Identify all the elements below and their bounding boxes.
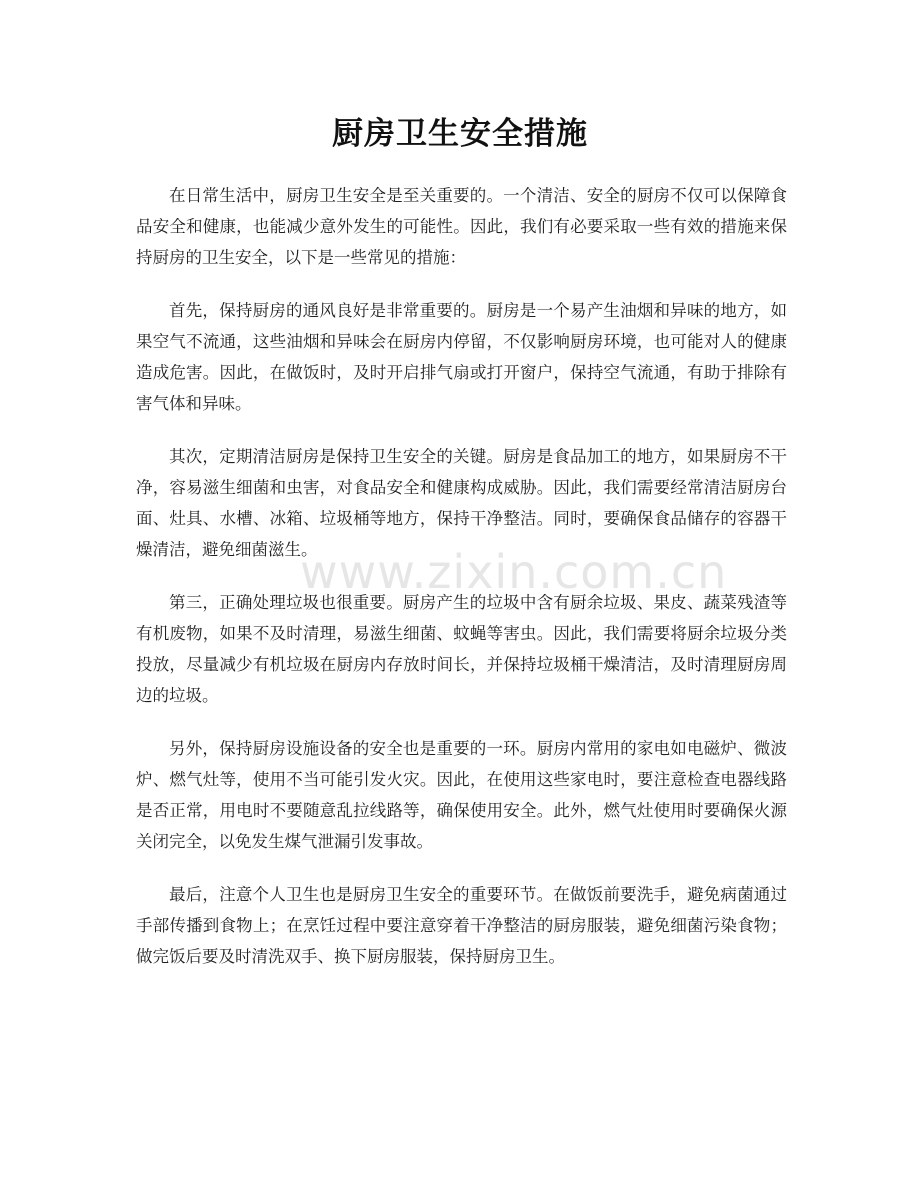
- paragraph-cleaning: 其次，定期清洁厨房是保持卫生安全的关键。厨房是食品加工的地方，如果厨房不干净，容易滋生细菌和虫害，对食品安全和健康构成威胁。因此，我们需要经常清洁厨房台面、灶具、水槽、冰箱、垃圾桶等地方，保持干净整洁。同时，要确保食品储存的容器干燥清洁，避免细菌滋生。: [136, 447, 787, 559]
- watermark-text: www.zixin.com.cn: [300, 545, 728, 599]
- page-title: 厨房卫生安全措施: [332, 116, 588, 152]
- paragraph-garbage: 第三，正确处理垃圾也很重要。厨房产生的垃圾中含有厨余垃圾、果皮、蔬菜残渣等有机废物，如果不及时清理，易滋生细菌、蚊蝇等害虫。因此，我们需要将厨余垃圾分类投放，尽量减少有机垃圾在厨房内存放时间长，并保持垃圾桶干燥清洁，及时清理厨房周边的垃圾。: [136, 593, 787, 705]
- paragraph-intro: 在日常生活中，厨房卫生安全是至关重要的。一个清洁、安全的厨房不仅可以保障食品安全和健康，也能减少意外发生的可能性。因此，我们有必要采取一些有效的措施来保持厨房的卫生安全，以下是一些常见的措施：: [136, 186, 787, 267]
- paragraph-appliances: 另外，保持厨房设施设备的安全也是重要的一环。厨房内常用的家电如电磁炉、微波炉、燃气灶等，使用不当可能引发火灾。因此，在使用这些家电时，要注意检查电器线路是否正常，用电时不要随意乱拉线路等，确保使用安全。此外，燃气灶使用时要确保火源关闭完全，以免发生煤气泄漏引发事故。: [136, 739, 787, 851]
- paragraph-hygiene: 最后，注意个人卫生也是厨房卫生安全的重要环节。在做饭前要洗手，避免病菌通过手部传播到食物上；在烹饪过程中要注意穿着干净整洁的厨房服装，避免细菌污染食物；做完饭后要及时清洗双手、换下厨房服装，保持厨房卫生。: [136, 885, 787, 966]
- document-body: [136, 180, 787, 994]
- paragraph-ventilation: 首先，保持厨房的通风良好是非常重要的。厨房是一个易产生油烟和异味的地方，如果空气不流通，这些油烟和异味会在厨房内停留，不仅影响厨房环境，也可能对人的健康造成危害。因此，在做饭时，及时开启排气扇或打开窗户，保持空气流通，有助于排除有害气体和异味。: [136, 301, 787, 413]
